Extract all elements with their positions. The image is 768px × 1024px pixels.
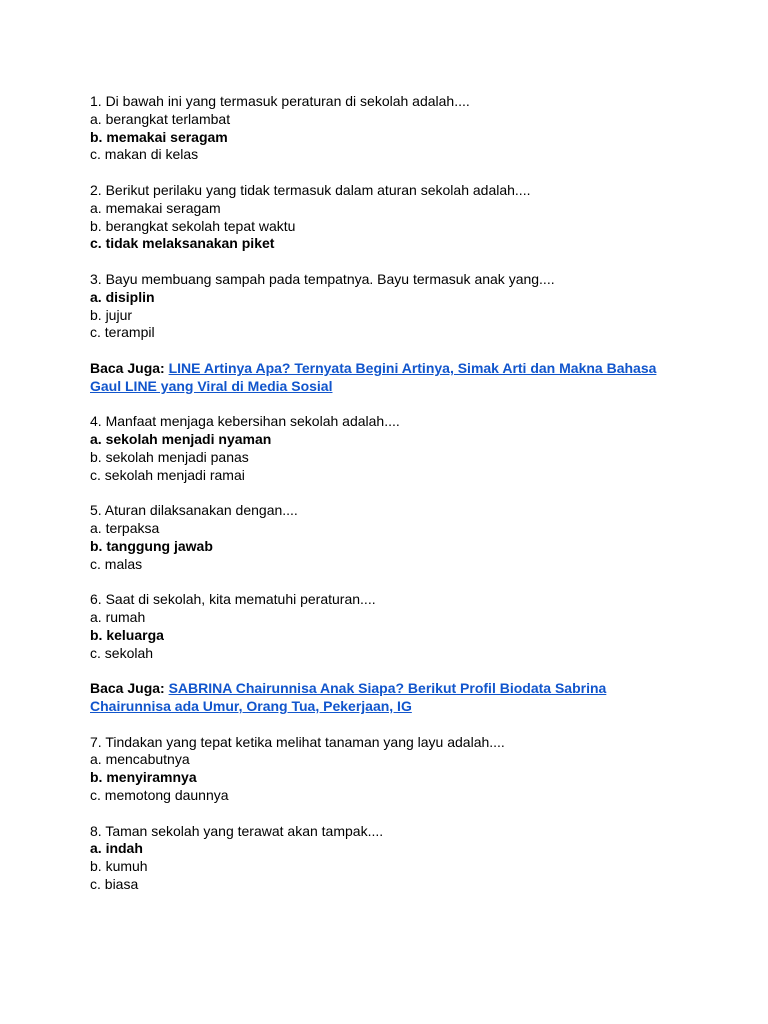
option-a: a. memakai seragam [90, 199, 221, 216]
question-text: 4. Manfaat menjaga kebersihan sekolah adalah.... [90, 413, 400, 430]
document-page [90, 93, 690, 912]
question-block-3 [90, 271, 690, 342]
question-text: 2. Berikut perilaku yang tidak termasuk dalam aturan sekolah adalah.... [90, 181, 531, 198]
option-b-answer: b. menyiramnya [90, 769, 197, 786]
question-text: 6. Saat di sekolah, kita mematuhi peraturan.... [90, 591, 376, 608]
read-also-label: Baca Juga: [90, 359, 165, 376]
read-also-block-2 [90, 680, 670, 716]
option-c: c. terampil [90, 324, 155, 341]
option-a-answer: a. sekolah menjadi nyaman [90, 431, 272, 448]
question-text: 1. Di bawah ini yang termasuk peraturan di sekolah adalah.... [90, 93, 470, 109]
option-a: a. rumah [90, 609, 146, 626]
option-b-answer: b. memakai seragam [90, 128, 228, 145]
question-block-6 [90, 591, 690, 662]
option-c: c. biasa [90, 876, 139, 893]
option-c: c. memotong daunnya [90, 787, 229, 804]
option-a: a. mencabutnya [90, 751, 190, 768]
option-a: a. terpaksa [90, 520, 160, 537]
question-block-5 [90, 502, 690, 573]
option-b: b. berangkat sekolah tepat waktu [90, 217, 296, 234]
question-block-8 [90, 823, 690, 894]
option-a-answer: a. indah [90, 840, 143, 857]
question-text: 5. Aturan dilaksanakan dengan.... [90, 502, 298, 519]
question-block-4 [90, 413, 690, 484]
read-also-label: Baca Juga: [90, 680, 165, 697]
option-c: c. sekolah [90, 644, 154, 661]
question-text: 7. Tindakan yang tepat ketika melihat tanaman yang layu adalah.... [90, 733, 505, 750]
option-c: c. sekolah menjadi ramai [90, 466, 245, 483]
option-b: b. jujur [90, 306, 133, 323]
option-b-answer: b. keluarga [90, 626, 164, 643]
option-c: c. makan di kelas [90, 146, 199, 163]
option-b: b. sekolah menjadi panas [90, 448, 249, 465]
option-c-answer: c. tidak melaksanakan piket [90, 235, 275, 252]
option-c: c. malas [90, 555, 143, 572]
option-a-answer: a. disiplin [90, 288, 155, 305]
question-text: 8. Taman sekolah yang terawat akan tampak.... [90, 822, 384, 839]
option-a: a. berangkat terlambat [90, 110, 231, 127]
read-also-link[interactable]: SABRINA Chairunnisa Anak Siapa? Berikut Profil Biodata Sabrina Chairunnisa ada Umur, Orang Tua, Pekerjaan, IG [90, 680, 607, 715]
question-block-7 [90, 734, 690, 805]
question-text: 3. Bayu membuang sampah pada tempatnya. Bayu termasuk anak yang.... [90, 270, 555, 287]
question-block-1 [90, 93, 690, 164]
read-also-block-1 [90, 360, 670, 396]
read-also-link[interactable]: LINE Artinya Apa? Ternyata Begini Artinya, Simak Arti dan Makna Bahasa Gaul LINE yang Viral di Media Sosial [90, 359, 657, 394]
option-b: b. kumuh [90, 858, 148, 875]
option-b-answer: b. tanggung jawab [90, 537, 213, 554]
question-block-2 [90, 182, 690, 253]
